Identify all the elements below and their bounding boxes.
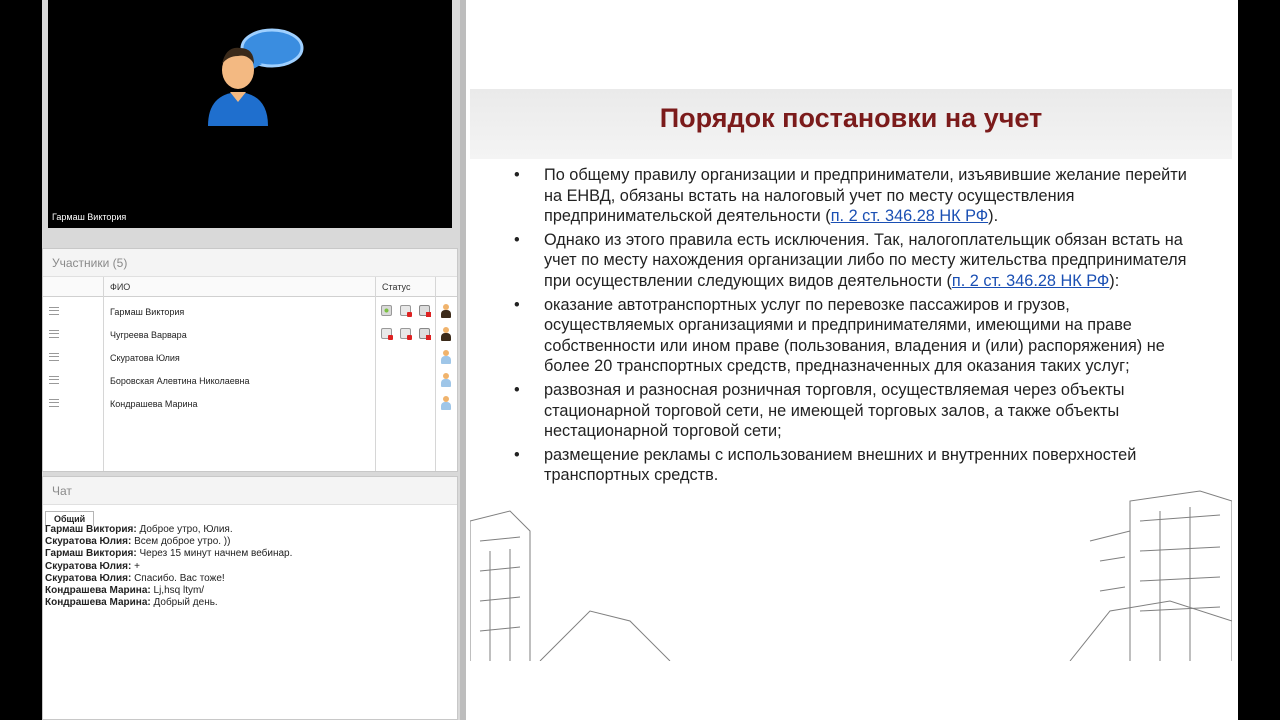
row-menu-icon[interactable] <box>49 307 59 315</box>
city-sketch-image <box>470 461 1232 661</box>
participant-row[interactable] <box>43 393 457 416</box>
bullet-item: • размещение рекламы с использованием внешних и внутренних поверхностей транспортных средств. <box>514 445 1202 486</box>
column-name-header[interactable]: ФИО <box>110 282 131 292</box>
participant-name: Боровская Алевтина Николаевна <box>110 376 250 386</box>
presenter-icon <box>441 327 451 341</box>
law-reference-link[interactable]: п. 2 ст. 346.28 НК РФ <box>830 207 989 226</box>
screen-share-off-icon[interactable] <box>419 305 430 316</box>
bullet-item: • оказание автотранспортных услуг по перевозке пассажиров и грузов, осуществляемых организациями и предпринимателями, имеющими на праве собственности или ином праве (пользования, владения и (или) распоряжения) не более 20 транспортных средств, предназначенных для оказания таких услуг; <box>514 295 1202 377</box>
chat-message: Скуратова Юлия: Всем доброе утро. )) <box>45 536 231 548</box>
participant-name: Гармаш Виктория <box>110 307 185 317</box>
chat-messages <box>45 524 455 609</box>
bullet-item: • Однако из этого правила есть исключения. Так, налогоплательщик обязан встать на учет по месту нахождения организации либо по месту жительства предпринимателя при осуществлении следующих видов деятельности (п. 2 ст. 346.28 НК РФ): <box>514 230 1202 292</box>
screen-share-off-icon[interactable] <box>419 328 430 339</box>
user-avatar-icon <box>204 26 304 130</box>
participant-name: Чугреева Варвара <box>110 330 187 340</box>
row-menu-icon[interactable] <box>49 399 59 407</box>
camera-off-icon[interactable] <box>400 305 411 316</box>
participant-name: Скуратова Юлия <box>110 353 180 363</box>
participant-name: Кондрашева Марина <box>110 399 198 409</box>
chat-message: Гармаш Виктория: Через 15 минут начнем вебинар. <box>45 548 293 560</box>
speaker-name: Гармаш Виктория <box>52 212 127 222</box>
tab-general[interactable]: Общий <box>45 511 94 526</box>
law-reference-link[interactable]: п. 2 ст. 346.28 НК РФ <box>951 271 1110 290</box>
participant-row[interactable] <box>43 347 457 370</box>
participants-table <box>43 277 457 471</box>
microphone-on-icon[interactable] <box>381 305 392 316</box>
participants-title: Участники (5) <box>43 249 457 277</box>
video-panel <box>48 0 452 228</box>
attendee-icon <box>441 396 451 410</box>
participant-row[interactable] <box>43 301 457 324</box>
chat-panel <box>42 476 458 720</box>
attendee-icon <box>441 373 451 387</box>
chat-message: Гармаш Виктория: Доброе утро, Юлия. <box>45 524 233 535</box>
attendee-icon <box>441 350 451 364</box>
bullet-item: • По общему правилу организации и предприниматели, изъявившие желание перейти на ЕНВД, обязаны встать на налоговый учет по месту осуществления предпринимательской деятельности (п. 2 ст. 346.28 НК РФ). <box>514 165 1202 227</box>
bullet-item: • развозная и разносная розничная торговля, осуществляемая через объекты стационарной торговой сети, не имеющей торговых залов, а также объекты нестационарной торговой сети; <box>514 380 1202 442</box>
participants-panel <box>42 248 458 472</box>
chat-message: Кондрашева Марина: Lj,hsq ltym/ <box>45 585 205 597</box>
presentation-slide <box>470 89 1232 661</box>
row-menu-icon[interactable] <box>49 353 59 361</box>
row-menu-icon[interactable] <box>49 376 59 384</box>
chat-message: Кондрашева Марина: Добрый день. <box>45 597 218 609</box>
chat-message: Скуратова Юлия: + <box>45 560 140 572</box>
table-header <box>43 277 457 297</box>
participant-row[interactable] <box>43 370 457 393</box>
chat-title: Чат <box>43 477 457 505</box>
slide-bullets <box>514 165 1202 489</box>
camera-off-icon[interactable] <box>400 328 411 339</box>
participant-row[interactable] <box>43 324 457 347</box>
column-status-header[interactable]: Статус <box>382 282 411 292</box>
chat-message: Скуратова Юлия: Спасибо. Вас тоже! <box>45 572 225 584</box>
microphone-off-icon[interactable] <box>381 328 392 339</box>
slide-title: Порядок постановки на учет <box>659 103 1043 133</box>
presenter-icon <box>441 304 451 318</box>
row-menu-icon[interactable] <box>49 330 59 338</box>
